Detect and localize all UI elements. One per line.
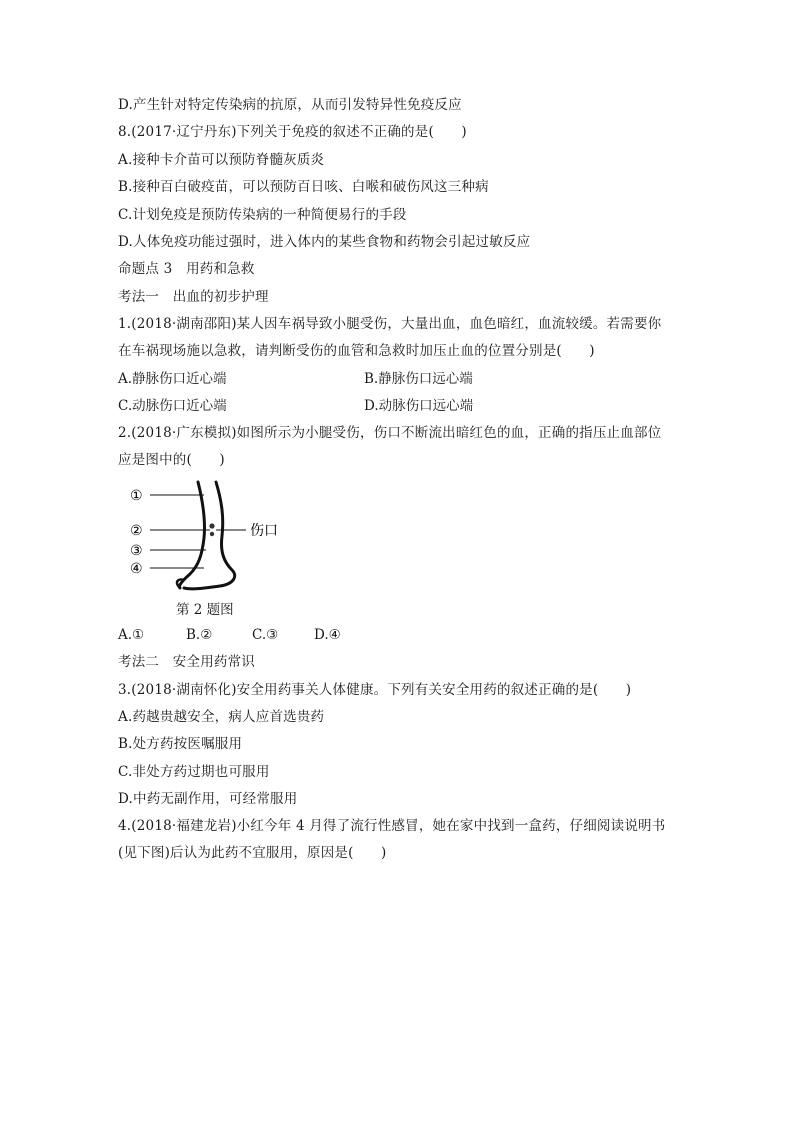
q1-option-d: D.动脉伤口远心端	[364, 398, 474, 414]
q3-stem: 3.(2018·湖南怀化)安全用药事关人体健康。下列有关安全用药的叙述正确的是( )	[118, 682, 632, 698]
q4-stem-line-1: 4.(2018·福建龙岩)小红今年 4 月得了流行性感冒，她在家中找到一盒药，仔细阅读说明书	[118, 818, 666, 834]
q2-stem-line-2: 应是图中的( )	[118, 452, 225, 468]
subsection-heading-1: 考法一 出血的初步护理	[118, 289, 269, 305]
leg-figure	[128, 478, 298, 618]
q2-stem-line-1: 2.(2018·广东模拟)如图所示为小腿受伤，伤口不断流出暗红色的血，正确的指压止血部位	[118, 425, 662, 441]
subsection-heading-2: 考法二 安全用药常识	[118, 654, 255, 670]
q1-option-c: C.动脉伤口近心端	[118, 398, 227, 414]
q8-option-c: C.计划免疫是预防传染病的一种简便易行的手段	[118, 207, 407, 223]
leg-drawing	[128, 478, 298, 598]
figure-label-4: ④	[130, 561, 143, 577]
q1-stem-line-2: 在车祸现场施以急救，请判断受伤的血管和急救时加压止血的位置分别是( )	[118, 343, 595, 359]
q1-stem-line-1: 1.(2018·湖南邵阳)某人因车祸导致小腿受伤，大量出血，血色暗红，血流较缓。若需要你	[118, 316, 662, 332]
q1-option-b: B.静脉伤口远心端	[364, 371, 473, 387]
figure-caption: 第 2 题图	[176, 602, 234, 618]
q3-option-c: C.非处方药过期也可服用	[118, 764, 270, 780]
section-heading: 命题点 3 用药和急救	[118, 261, 255, 277]
figure-label-1: ①	[130, 488, 143, 504]
q2-option-d: D.④	[314, 627, 341, 643]
q3-option-d: D.中药无副作用，可经常服用	[118, 791, 298, 807]
q7-option-d: D.产生针对特定传染病的抗原，从而引发特异性免疫反应	[118, 97, 462, 113]
q8-option-b: B.接种百白破疫苗，可以预防百日咳、白喉和破伤风这三种病	[118, 179, 489, 195]
q8-stem: 8.(2017·辽宁丹东)下列关于免疫的叙述不正确的是( )	[118, 124, 467, 140]
q2-option-b: B.②	[186, 627, 213, 643]
wound-mark-upper	[209, 523, 214, 528]
figure-label-3: ③	[130, 543, 143, 559]
q8-option-a: A.接种卡介苗可以预防脊髓灰质炎	[118, 152, 325, 168]
q1-option-a: A.静脉伤口近心端	[118, 371, 227, 387]
q3-option-b: B.处方药按医嘱服用	[118, 736, 243, 752]
q3-option-a: A.药越贵越安全，病人应首选贵药	[118, 709, 325, 725]
q8-option-d: D.人体免疫功能过强时，进入体内的某些食物和药物会引起过敏反应	[118, 234, 531, 250]
q4-stem-line-2: (见下图)后认为此药不宜服用，原因是( )	[118, 845, 387, 861]
figure-label-2: ②	[130, 523, 143, 539]
q2-options	[118, 626, 341, 644]
leg-back-outline	[179, 482, 204, 588]
q2-option-c: C.③	[252, 627, 279, 643]
wound-mark-lower	[210, 532, 214, 536]
q2-option-a: A.①	[118, 627, 145, 643]
wound-label: 伤口	[250, 523, 278, 539]
